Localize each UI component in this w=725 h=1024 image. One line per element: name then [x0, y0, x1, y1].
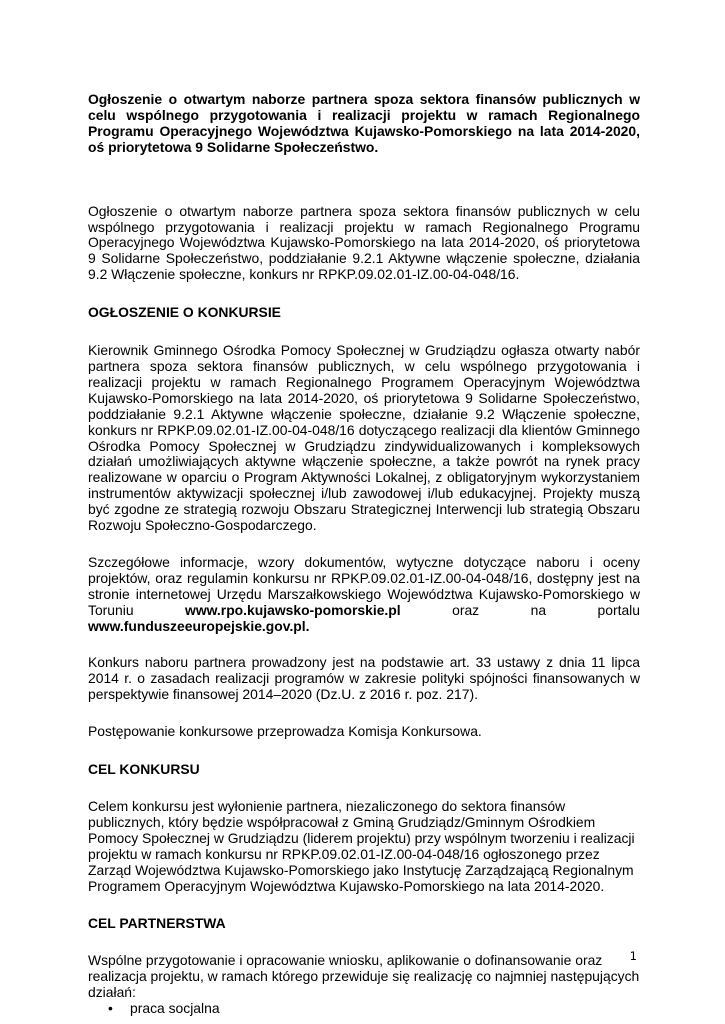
announcement-paragraph-4: Postępowanie konkursowe przeprowadza Komisja Konkursowa.: [88, 723, 482, 740]
bullet-icon: •: [108, 1000, 113, 1017]
goal-paragraph: Celem konkursu jest wyłonienie partnera, niezaliczonego do sektora finansów publicznych, który będzie współpracował z Gminą Grudziądz/Gminnym Ośrodkiem Pomocy Społecznej w Grudziądzu (liderem projektu) przy wspólnym tworzeniu i realizacji projektu w ramach konkursu nr RPKP.09.02.01-IZ.00-04-048/16 ogłoszonego przez Zarząd Województwa Kujawsko-Pomorskiego jako Instytucję Zarządzającą Regionalnym Programem Operacyjnym Województwa Kujawsko-Pomorskiego na lata 2014-2020.: [88, 798, 635, 894]
announcement-paragraph-2-text: Szczegółowe informacje, wzory dokumentów, wytyczne dotyczące naboru i oceny projektów, oraz regulamin konkursu nr RPKP.09.02.01-IZ.00-04-048/16, dostępny jest na stronie internetowej Urzędu Marszałkowskiego Województwa Kujawsko-Pomorskiego w Toruniu: [88, 553, 640, 618]
rpo-link[interactable]: www.rpo.kujawsko-pomorskie.pl: [185, 601, 401, 618]
page-number: 1: [629, 949, 637, 963]
goal-heading: CEL KONKURSU: [88, 761, 200, 778]
list-item-label: praca socjalna: [130, 1000, 220, 1017]
document-page: [88, 92, 640, 1017]
announcement-paragraph-3: Konkurs naboru partnera prowadzony jest na podstawie art. 33 ustawy z dnia 11 lipca 2014 r. o zasadach realizacji programów w zakresie polityki spójności finansowanych w perspektywie finansowej 2014–2020 (Dz.U. z 2016 r. poz. 217).: [88, 654, 640, 703]
partnership-heading: CEL PARTNERSTWA: [88, 915, 226, 932]
announcement-heading: OGŁOSZENIE O KONKURSIE: [88, 304, 281, 321]
document-title: Ogłoszenie o otwartym naborze partnera spoza sektora finansów publicznych w celu wspólnego przygotowania i realizacji projektu w ramach Regionalnego Programu Operacyjnego Województwa Kujawsko-Pomorskiego na lata 2014-2020, oś priorytetowa 9 Solidarne Społeczeństwo.: [88, 91, 640, 155]
intro-paragraph: Ogłoszenie o otwartym naborze partnera spoza sektora finansów publicznych w celu wspólnego przygotowania i realizacji projektu w ramach Regionalnego Programu Operacyjnego Województwa Kujawsko-Pomorskiego na lata 2014-2020, oś priorytetowa 9 Solidarne Społeczeństwo, poddziałanie 9.2.1 Aktywne włączenie społeczne, działania 9.2 Włączenie społeczne, konkurs nr RPKP.09.02.01-IZ.00-04-048/16.: [88, 202, 640, 283]
announcement-paragraph-1: Kierownik Gminnego Ośrodka Pomocy Społecznej w Grudziądzu ogłasza otwarty nabór partnera spoza sektora finansów publicznych, w celu wspólnego przygotowania i realizacji projektu w ramach Regionalnego Programem Operacyjnym Województwa Kujawsko-Pomorskiego na lata 2014-2020, oś priorytetowa 9 Solidarne Społeczeństwo, poddziałanie 9.2.1 Aktywne włączenie społeczne, działanie 9.2 Włączenie społeczne, konkurs nr RPKP.09.02.01-IZ.00-04-048/16 dotyczącego realizacji dla klientów Gminnego Ośrodka Pomocy Społecznej w Grudziądzu zindywidualizowanych i kompleksowych działań umożliwiających aktywne włączenie społeczne, a także powrót na rynek pracy realizowane w oparciu o Program Aktywności Lokalnej, z obligatoryjnym wykorzystaniem instrumentów aktywizacji społecznej i/lub zawodowej i/lub edukacyjnej. Projekty muszą być zgodne ze strategią rozwoju Obszaru Strategicznej Interwencji lub strategią Obszaru Rozwoju Społeczno-Gospodarczego.: [88, 342, 640, 534]
announcement-paragraph-2-mid: oraz na portalu: [400, 601, 640, 618]
partnership-paragraph: Wspólne przygotowanie i opracowanie wniosku, aplikowanie o dofinansowanie oraz realizacja projektu, w ramach którego przewiduje się realizację co najmniej następujących działań:: [88, 952, 640, 1001]
fundusze-link[interactable]: www.funduszeeuropejskie.gov.pl.: [88, 617, 310, 634]
announcement-paragraph-2: [88, 555, 640, 635]
partnership-activities-list: [88, 1001, 640, 1017]
list-item: [88, 1001, 640, 1017]
